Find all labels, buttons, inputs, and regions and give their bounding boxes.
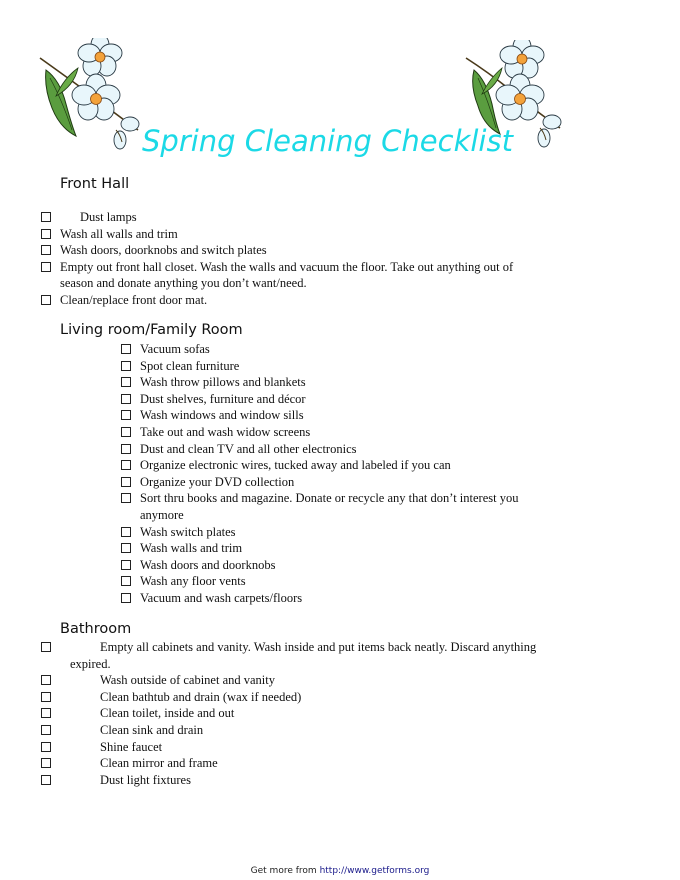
checklist-item-text: expired. <box>70 656 111 671</box>
checklist-item-text: Vacuum and wash carpets/floors <box>140 591 303 605</box>
checklist-item-text: Sort thru books and magazine. Donate or recycle any that don’t interest you <box>140 491 519 506</box>
checkbox[interactable] <box>121 477 131 487</box>
checklist-item-text: Clean toilet, inside and out <box>100 706 235 721</box>
checkbox[interactable] <box>121 460 131 470</box>
checklist-item-text: Wash windows and window sills <box>140 408 304 423</box>
section-heading: Bathroom <box>60 621 132 637</box>
checkbox[interactable] <box>121 344 131 354</box>
checkbox[interactable] <box>121 410 131 420</box>
checkbox[interactable] <box>41 775 51 785</box>
checklist-item-text: Spot clean furniture <box>140 358 240 373</box>
checklist-item-text: Vacuum sofas <box>140 342 210 356</box>
checkbox[interactable] <box>121 444 131 454</box>
checklist-item-text: Organize electronic wires, tucked away and labeled if you can <box>140 458 451 473</box>
checklist-item-text: Wash outside of cabinet and vanity <box>100 673 275 688</box>
checklist-item-text: Clean bathtub and drain (wax if needed) <box>100 689 302 704</box>
checklist-item-text: season and donate anything you don’t want/need. <box>60 276 307 291</box>
checklist-item-text: Wash any floor vents <box>140 574 246 589</box>
checklist-item-text: Shine faucet <box>100 739 163 754</box>
checklist-item-text: Clean mirror and frame <box>100 756 218 771</box>
checkbox[interactable] <box>121 377 131 387</box>
checkbox[interactable] <box>121 576 131 586</box>
checklist-item-text: Organize your DVD collection <box>140 474 295 489</box>
checklist-item-text: Empty out front hall closet. Wash the walls and vacuum the floor. Take out anything out of <box>60 259 514 274</box>
checklist-item-text: Take out and wash widow screens <box>140 425 311 439</box>
checkbox[interactable] <box>41 295 51 305</box>
footer-link[interactable]: http://www.getforms.org <box>319 866 430 876</box>
checklist-item-text: Wash all walls and trim <box>60 226 178 241</box>
checkbox[interactable] <box>41 692 51 702</box>
section-heading: Living room/Family Room <box>60 322 243 338</box>
checkbox[interactable] <box>41 742 51 752</box>
checkbox[interactable] <box>121 493 131 503</box>
checkbox[interactable] <box>41 675 51 685</box>
checkbox[interactable] <box>41 708 51 718</box>
checklist-item-text: Empty all cabinets and vanity. Wash inside and put items back neatly. Discard anything <box>100 640 537 654</box>
footer-prefix: Get more from <box>250 866 317 876</box>
checkbox[interactable] <box>121 593 131 603</box>
checkbox[interactable] <box>41 642 51 652</box>
checklist-item-text: Wash switch plates <box>140 524 236 539</box>
checklist-item-text: Wash throw pillows and blankets <box>140 375 306 390</box>
flower-decoration-left <box>38 38 150 156</box>
checkbox[interactable] <box>121 560 131 570</box>
checkbox[interactable] <box>41 725 51 735</box>
checkbox[interactable] <box>121 394 131 404</box>
checklist-item-text: Wash doors, doorknobs and switch plates <box>60 243 267 258</box>
checklist-item-text: Dust and clean TV and all other electronics <box>140 441 357 456</box>
checklist-item-text: Wash doors and doorknobs <box>140 557 276 572</box>
section-heading: Front Hall <box>60 176 130 192</box>
checklist-item-text: Dust lamps <box>80 210 137 224</box>
checkbox[interactable] <box>41 212 51 222</box>
checkbox[interactable] <box>41 758 51 768</box>
checkbox[interactable] <box>41 245 51 255</box>
checklist-item-text: Wash walls and trim <box>140 541 243 556</box>
checkbox[interactable] <box>121 427 131 437</box>
footer <box>0 866 680 876</box>
checkbox[interactable] <box>121 527 131 537</box>
checklist-item-text: anymore <box>140 508 184 522</box>
checklist-item-text: Clean sink and drain <box>100 723 204 737</box>
checkbox[interactable] <box>41 262 51 272</box>
checklist-item-text: Clean/replace front door mat. <box>60 293 208 307</box>
checkbox[interactable] <box>41 229 51 239</box>
checkbox[interactable] <box>121 361 131 371</box>
checkbox[interactable] <box>121 543 131 553</box>
checklist-item-text: Dust light fixtures <box>100 772 191 787</box>
page-title: Spring Cleaning Checklist <box>142 124 513 158</box>
checklist-item-text: Dust shelves, furniture and décor <box>140 391 306 406</box>
